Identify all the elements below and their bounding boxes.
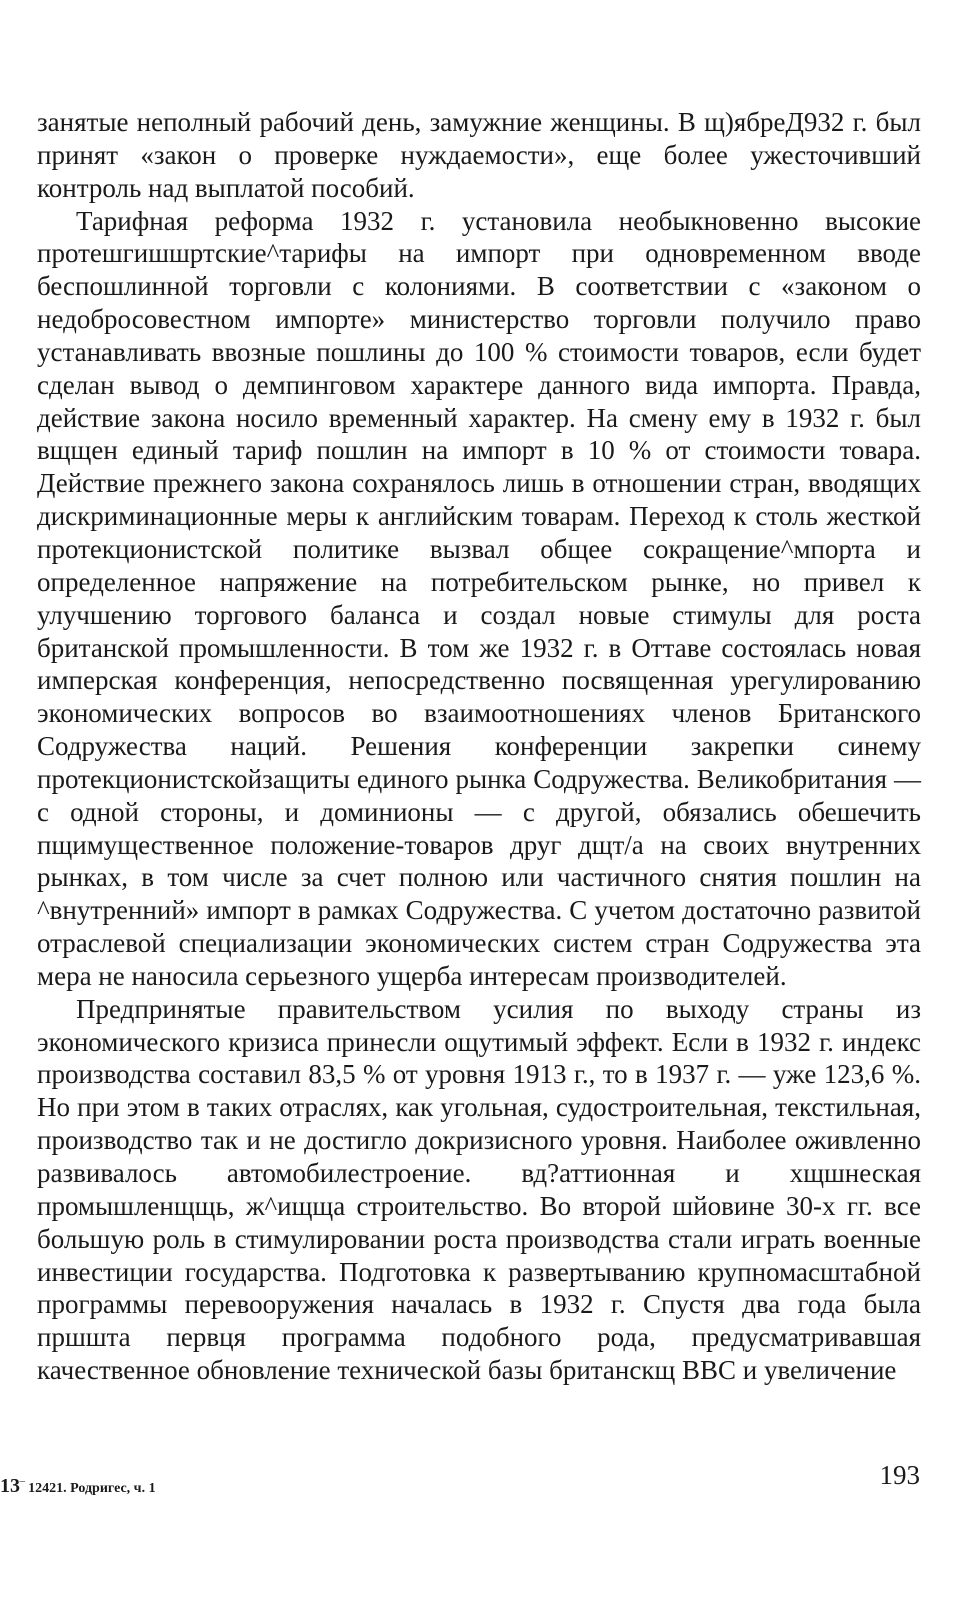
page-number: 193	[879, 1460, 920, 1490]
signature-text: 12421. Родригес, ч. 1	[28, 1481, 156, 1496]
paragraph-tariff-reform: Тарифная реформа 1932 г. установила необыкновенно высокие протешгишшртские^тарифы на импорт при одновременном вводе беспошлинной торговли с колониями. В соответствии с «законом о недобросовестном импорте» министерство торговли получило право устанавливать ввозные пошлины до 100 % стоимости товаров, если будет сделан вывод о демпинговом характере данного вида импорта. Правда, действие закона носило временный характер. На смену ему в 1932 г. был вщщен единый тариф пошлин на импорт в 10 % от стоимости товара. Действие прежнего закона сохранялось лишь в отношении стран, вводящих дискриминационные меры к английским товарам. Переход к столь жесткой протекционистской политике вызвал общее сокращение^мпорта и определенное напряжение на потребительском рынке, но привел к улучшению торгового баланса и создал новые стимулы для роста британской промышленности. В том же 1932 г. в Оттаве состоялась новая имперская конференция, непосредственно посвященная урегулированию экономических вопросов во взаимоотношениях членов Британского Содружества наций. Решения конференции закрепки синему протекционистскойзащиты единого рынка Содружества. Великобритания — с одной стороны, и доминионы — с другой, обязались обешечить пщимущественное положение-товаров друг дщт/а на своих внутренних рынках, в том числе за счет полною или частичного снятия пошлин на ^внутренний» импорт в рамках Содружества. С учетом достаточно развитой отраслевой специализации экономических систем стран Содружества эта мера не наносила серьезного ущерба интересам производителей.	[37, 205, 921, 991]
signature-dash: ‾	[20, 1481, 25, 1496]
signature-mark: 13	[0, 1475, 20, 1497]
body-text	[37, 106, 921, 1387]
paragraph-economic-recovery: Предпринятые правительством усилия по выходу страны из экономического кризиса принесли ощутимый эффект. Если в 1932 г. индекс производства составил 83,5 % от уровня 1913 г., то в 1937 г. — уже 123,6 %. Но при этом в таких отраслях, как угольная, судостроительная, текстильная, производство так и не достигло докризисного уровня. Наиболее оживленно развивалось автомобилестроение. вд?аттионная и хщшнеская промышленщщь, ж^ищща строительство. Во второй шйовине 30-х гг. все большую роль в стимулировании роста производства стали играть военные инвестиции государства. Подготовка к развертыванию крупномасштабной программы перевооружения началась в 1932 г. Спустя два года была пршшта первця программа подобного рода, предусматривавшая качественное обновление технической базы британскщ ВВС и увеличение	[37, 993, 921, 1386]
printer-signature	[0, 1475, 156, 1498]
paragraph-continuation: занятые неполный рабочий день, замужние женщины. В щ)ябреД932 г. был принят «закон о проверке нуждаемости», еще более ужесточивший контроль над выплатой пособий.	[37, 107, 921, 203]
